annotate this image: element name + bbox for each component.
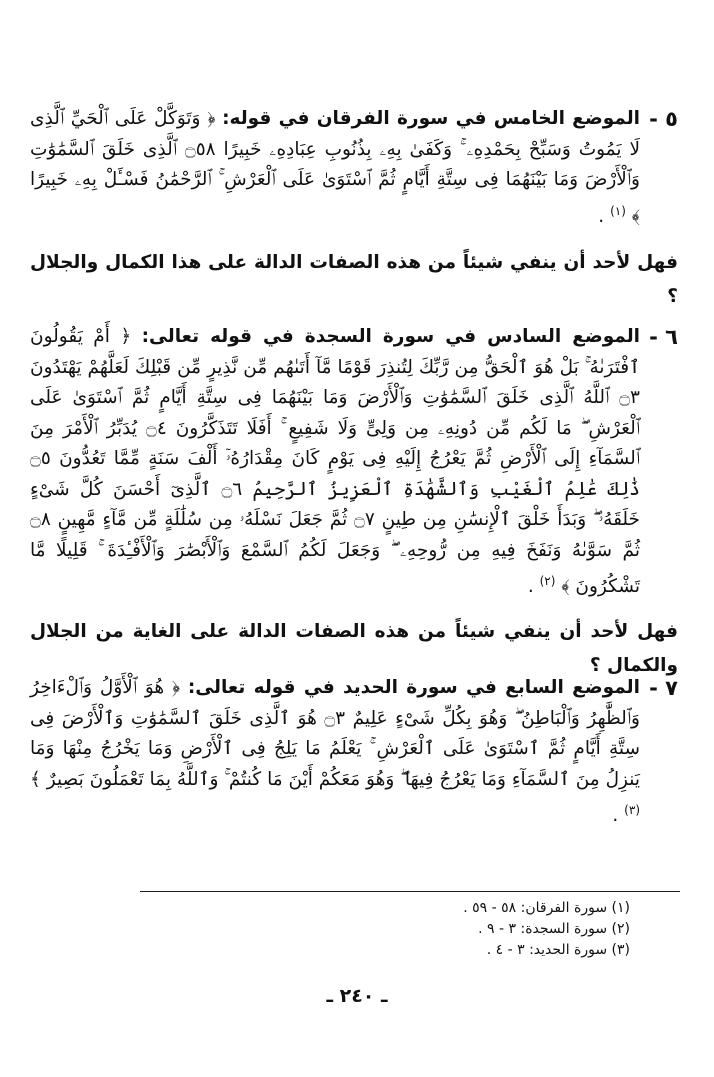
footnote-ref: (١) bbox=[610, 203, 626, 218]
sentence-end: . bbox=[598, 205, 605, 227]
footnotes bbox=[230, 898, 630, 961]
section-7-text bbox=[30, 673, 640, 832]
quran-verse: ﴿ وَتَوَكَّلْ عَلَى ٱلْحَيِّ ٱلَّذِى لَا يَمُوتُ وَسَبِّحْ بِحَمْدِهِۦ ۚ وَكَفَىٰ بِهِۦ بِذُنُوبِ عِبَادِهِۦ خَبِيرًا ۝٥٨ ٱلَّذِى خَلَقَ ٱلسَّمَٰوَٰتِ وَٱلْأَرْضَ وَمَا بَيْنَهُمَا فِى سِتَّةِ أَيَّامٍ ثُمَّ ٱسْتَوَىٰ عَلَى ٱلْعَرْشِ ۚ ٱلرَّحْمَٰنُ فَسْـَٔلْ بِهِۦ خَبِيرًا ﴾ bbox=[30, 108, 640, 227]
footnote-divider bbox=[140, 891, 680, 892]
sentence-end: . bbox=[612, 805, 619, 827]
section-6-lead: الموضع السادس في سورة السجدة في قوله تعالى: bbox=[141, 326, 640, 347]
footnote-3: (٣) سورة الحديد: ٣ - ٤ . bbox=[486, 942, 630, 958]
quran-verse: ﴿ أَمْ يَقُولُونَ ٱفْتَرَىٰهُ ۚ بَلْ هُوَ ٱلْحَقُّ مِن رَّبِّكَ لِتُنذِرَ قَوْمًا مَّآ أَتَىٰهُم مِّن نَّذِيرٍ مِّن قَبْلِكَ لَعَلَّهُمْ يَهْتَدُونَ ۝٣ ٱللَّهُ ٱلَّذِى خَلَقَ ٱلسَّمَٰوَٰتِ وَٱلْأَرْضَ وَمَا بَيْنَهُمَا فِى سِتَّةِ أَيَّامٍ ثُمَّ ٱسْتَوَىٰ عَلَى ٱلْعَرْشِ ۖ مَا لَكُم مِّن دُونِهِۦ مِن وَلِىٍّ وَلَا شَفِيعٍ ۚ أَفَلَا تَتَذَكَّرُونَ ۝٤ يُدَبِّرُ ٱلْأَمْرَ مِنَ ٱلسَّمَآءِ إِلَى ٱلْأَرْضِ ثُمَّ يَعْرُجُ إِلَيْهِ فِى يَوْمٍ كَانَ مِقْدَارُهُۥٓ أَلْفَ سَنَةٍ مِّمَّا تَعُدُّونَ ۝٥ ذَٰلِكَ عَٰلِمُ ٱلْغَيْبِ وَٱلشَّهَٰدَةِ ٱلْعَزِيزُ ٱلرَّحِيمُ ۝٦ ٱلَّذِىٓ أَحْسَنَ كُلَّ شَىْءٍ خَلَقَهُۥ ۖ وَبَدَأَ خَلْقَ ٱلْإِنسَٰنِ مِن طِينٍ ۝٧ ثُمَّ جَعَلَ نَسْلَهُۥ مِن سُلَٰلَةٍ مِّن مَّآءٍ مَّهِينٍ ۝٨ ثُمَّ سَوَّىٰهُ وَنَفَخَ فِيهِ مِن رُّوحِهِۦ ۖ وَجَعَلَ لَكُمُ ٱلسَّمْعَ وَٱلْأَبْصَٰرَ وَٱلْأَفْـِٔدَةَ ۚ قَلِيلًا مَّا تَشْكُرُونَ ﴾ bbox=[30, 326, 640, 598]
section-number: ٧ - bbox=[649, 676, 678, 700]
section-5 bbox=[30, 104, 678, 314]
section-5-question: فهل لأحد أن ينفي شيئاً من هذه الصفات الدالة على هذا الكمال والجلال ؟ bbox=[30, 252, 678, 308]
footnote-2: (٢) سورة السجدة: ٣ - ٩ . bbox=[478, 921, 630, 937]
section-7 bbox=[30, 673, 678, 832]
section-5-lead: الموضع الخامس في سورة الفرقان في قوله: bbox=[222, 108, 640, 129]
section-6-paragraph bbox=[30, 322, 678, 603]
section-6-question: فهل لأحد أن ينفي شيئاً من هذه الصفات الدالة على الغاية من الجلال والكمال ؟ bbox=[30, 620, 678, 676]
section-6 bbox=[30, 322, 678, 683]
section-5-text bbox=[30, 104, 640, 232]
footnote-ref: (٣) bbox=[624, 803, 640, 817]
section-5-paragraph bbox=[30, 104, 678, 232]
quran-verse: ﴿ هُوَ ٱلْأَوَّلُ وَٱلْءَاخِرُ وَٱلظَّٰهِرُ وَٱلْبَاطِنُ ۖ وَهُوَ بِكُلِّ شَىْءٍ عَلِيمٌ ۝٣ هُوَ ٱلَّذِى خَلَقَ ٱلسَّمَٰوَٰتِ وَٱلْأَرْضَ فِى سِتَّةِ أَيَّامٍ ثُمَّ ٱسْتَوَىٰ عَلَى ٱلْعَرْشِ ۚ يَعْلَمُ مَا يَلِجُ فِى ٱلْأَرْضِ وَمَا يَخْرُجُ مِنْهَا وَمَا يَنزِلُ مِنَ ٱلسَّمَآءِ وَمَا يَعْرُجُ فِيهَا ۖ وَهُوَ مَعَكُمْ أَيْنَ مَا كُنتُمْ ۚ وَٱللَّهُ بِمَا تَعْمَلُونَ بَصِيرٌ ﴾ bbox=[30, 677, 640, 790]
section-number: ٦ - bbox=[649, 325, 678, 349]
footnote-ref: (٢) bbox=[539, 574, 556, 588]
page-number: ـ ٢٤٠ ـ bbox=[326, 985, 388, 1007]
section-6-text bbox=[30, 322, 640, 603]
sentence-end: . bbox=[527, 576, 534, 598]
section-7-paragraph bbox=[30, 673, 678, 832]
section-number: ٥ - bbox=[649, 107, 678, 131]
section-7-lead: الموضع السابع في سورة الحديد في قوله تعالى: bbox=[187, 677, 640, 698]
footnote-1: (١) سورة الفرقان: ٥٨ - ٥٩ . bbox=[463, 900, 630, 916]
